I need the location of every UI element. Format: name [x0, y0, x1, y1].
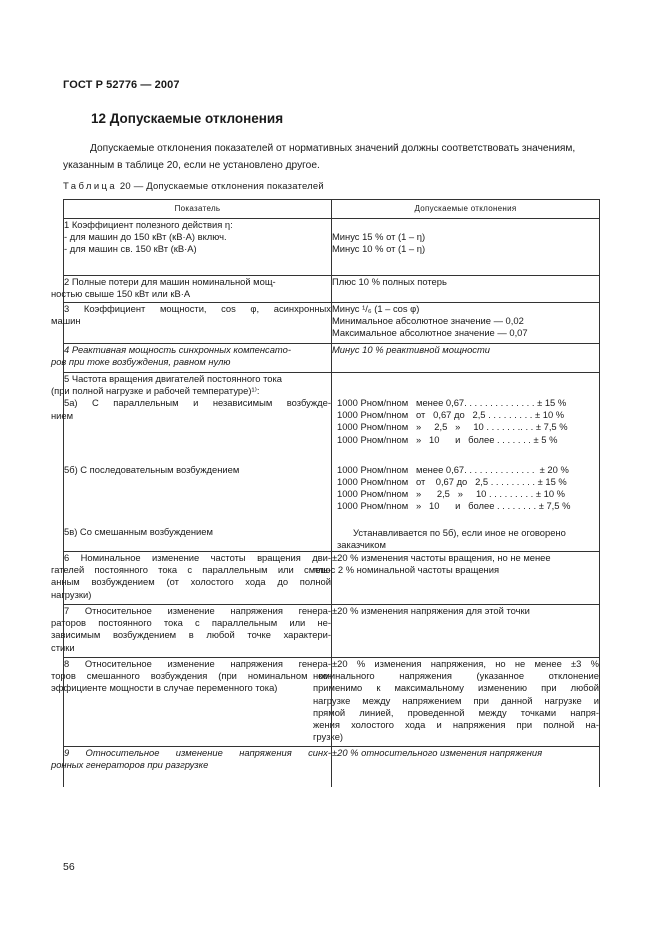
row5-line: 5а) С параллельным и независимым возбужде-	[64, 397, 331, 409]
row7-line: стики	[51, 641, 75, 653]
row4-deviation	[332, 344, 600, 373]
row8-line: эффициенте мощности в случае переменного тока)	[51, 682, 278, 694]
row8-line: торов смешанного возбуждения (при номинальном ко-	[51, 670, 331, 682]
row1-value: Минус 10 % от (1 – η)	[332, 243, 426, 255]
row1-value: Минус 15 % от (1 – η)	[332, 231, 426, 242]
row9-line: 9 Относительное изменение напряжения синх-	[64, 747, 331, 759]
row3-value: Максимальное абсолютное значение — 0,07	[332, 327, 528, 339]
row5-line: 5б) С последовательным возбуждением	[64, 463, 240, 475]
row6-value: плюс 2 % номинальной частоты вращения	[313, 564, 500, 576]
row5-line: 5в) Со смешанным возбуждением	[64, 526, 213, 538]
row8-indicator	[51, 658, 332, 747]
row7-deviation	[332, 605, 600, 658]
row4-line: ров при токе возбуждения, равном нулю	[51, 356, 231, 368]
row8-value: нагрузке между напряжением при данной нагрузке и	[313, 694, 599, 706]
section-title: 12 Допускаемые отклонения	[91, 111, 284, 126]
row5-value: заказчиком	[337, 538, 386, 550]
row5-formula: 1000 Pном/nном » 10 и более . . . . . . . . ± 7,5 %	[337, 500, 571, 512]
row8-value: ±20 % изменения напряжения, но не менее ±3 %	[332, 658, 599, 670]
row5-line: нием	[51, 409, 74, 421]
row1-indicator	[64, 219, 332, 276]
table-header-row	[64, 200, 600, 219]
table-row	[64, 219, 600, 276]
row7-value: ±20 % изменения напряжения для этой точки	[332, 605, 530, 617]
row4-value: Минус 10 % реактивной мощности	[332, 344, 491, 355]
row5-formula: 1000 Pном/nном менее 0,67. . . . . . . . . . . . . . ± 20 %	[337, 463, 569, 475]
row2-deviation	[332, 276, 600, 303]
row1-line: - для машин св. 150 кВт (кВ·А)	[64, 243, 197, 255]
row3-line: машин	[51, 315, 81, 327]
row4-line: 4 Реактивная мощность синхронных компенсато-	[64, 344, 291, 355]
intro-line-1: Допускаемые отклонения показателей от нормативных значений должны соответствовать значениям,	[90, 143, 576, 154]
row5-formula: 1000 Pном/nном » 2,5 » 10 . . . . . . . . . ± 10 %	[337, 488, 565, 500]
row3-line: 3 Коэффициент мощности, cos φ, асинхронных	[64, 303, 331, 314]
row2-line: ностью свыше 150 кВт или кВ·А	[51, 288, 191, 300]
row8-value: прямой линией, проведенной между точками напря-	[313, 706, 599, 718]
table-row	[64, 303, 600, 344]
row4-indicator	[51, 344, 332, 373]
deviations-table	[51, 199, 600, 787]
row3-value: Минус ¹/₆ (1 – cos φ)	[332, 303, 420, 314]
row8-deviation	[313, 658, 600, 747]
table-row	[64, 373, 600, 552]
row9-deviation	[332, 747, 600, 788]
row9-line: ронных генераторов при разгрузке	[51, 759, 209, 771]
row2-line: 2 Полные потери для машин номинальной мощ-	[64, 276, 276, 287]
document-header: ГОСТ Р 52776 — 2007	[63, 79, 180, 91]
row5-formula: 1000 Pном/nном от 0,67 до 2,5 . . . . . . . . . ± 15 %	[337, 476, 567, 488]
row3-value: Минимальное абсолютное значение — 0,02	[332, 315, 524, 327]
row3-indicator	[51, 303, 332, 344]
row1-line: 1 Коэффициент полезного действия η:	[64, 219, 233, 230]
row6-value: ±20 % изменения частоты вращения, но не менее	[332, 552, 551, 564]
row7-indicator	[51, 605, 332, 658]
table-row	[64, 658, 600, 747]
row5-line: 5 Частота вращения двигателей постоянного тока	[64, 373, 283, 384]
intro-paragraph	[63, 140, 603, 174]
row9-indicator	[51, 747, 332, 788]
row8-value: жения холостого хода и напряжения при полной на-	[313, 719, 599, 731]
column-header-indicator: Показатель	[64, 200, 332, 219]
row8-value: номинального напряжения (указанное отклонение	[313, 670, 599, 682]
row3-deviation	[332, 303, 600, 344]
row5-line: (при полной нагрузке и рабочей температуре)¹⁾:	[51, 385, 260, 397]
row5-indicator	[51, 373, 332, 552]
row1-line: - для машин до 150 кВт (кВ·А) включ.	[64, 231, 227, 243]
page-number: 56	[63, 861, 75, 873]
table-row	[64, 747, 600, 788]
row8-line: 8 Относительное изменение напряжения генера-	[64, 658, 331, 670]
table-row	[64, 605, 600, 658]
row5-formula: 1000 Pном/nном от 0,67 до 2,5 . . . . . . . . . ± 10 %	[337, 409, 565, 421]
row5-formula: 1000 Pном/nном менее 0,67. . . . . . . . . . . . . . ± 15 %	[337, 397, 567, 408]
row7-line: зависимым возбуждением в любой точке характери-	[51, 629, 331, 641]
row6-deviation	[313, 552, 600, 605]
row7-line: 7 Относительное изменение напряжения генера-	[64, 605, 331, 617]
row5-value: Устанавливается по 5б), если иное не оговорено	[353, 526, 566, 538]
row2-indicator	[51, 276, 332, 303]
table-row	[64, 344, 600, 373]
row6-line: нагрузки)	[51, 588, 92, 600]
row5-deviation	[332, 373, 600, 552]
row6-line: гателей постоянного тока с параллельным или смеш-	[51, 564, 331, 576]
row9-value: ±20 % относительного изменения напряжения	[332, 747, 543, 759]
table-caption-text: 20 — Допускаемые отклонения показателей	[119, 181, 324, 192]
row2-value: Плюс 10 % полных потерь	[332, 276, 447, 287]
row8-value: грузке)	[313, 731, 344, 743]
intro-line-2: указанным в таблице 20, если не установлено другое.	[63, 160, 320, 171]
row5-formula: 1000 Pном/nном » 2,5 » 10 . . . . . . .. . . ± 7,5 %	[337, 421, 568, 433]
table-row	[64, 276, 600, 303]
row7-line: раторов постоянного тока с параллельным или не-	[51, 617, 331, 629]
table-caption	[63, 181, 324, 192]
row6-line: анным возбуждением (от холостого хода до полной	[51, 576, 331, 588]
table-caption-prefix: Таблица	[63, 181, 118, 192]
row5-formula: 1000 Pном/nном » 10 и более . . . . . . . ± 5 %	[337, 433, 558, 445]
row6-indicator	[51, 552, 332, 605]
table-row	[64, 552, 600, 605]
row6-line: 6 Номинальное изменение частоты вращения дви-	[64, 552, 331, 564]
row8-value: применимо к максимальному изменению при любой	[313, 682, 599, 694]
column-header-deviation: Допускаемые отклонения	[332, 200, 600, 219]
row1-deviation	[332, 219, 600, 276]
